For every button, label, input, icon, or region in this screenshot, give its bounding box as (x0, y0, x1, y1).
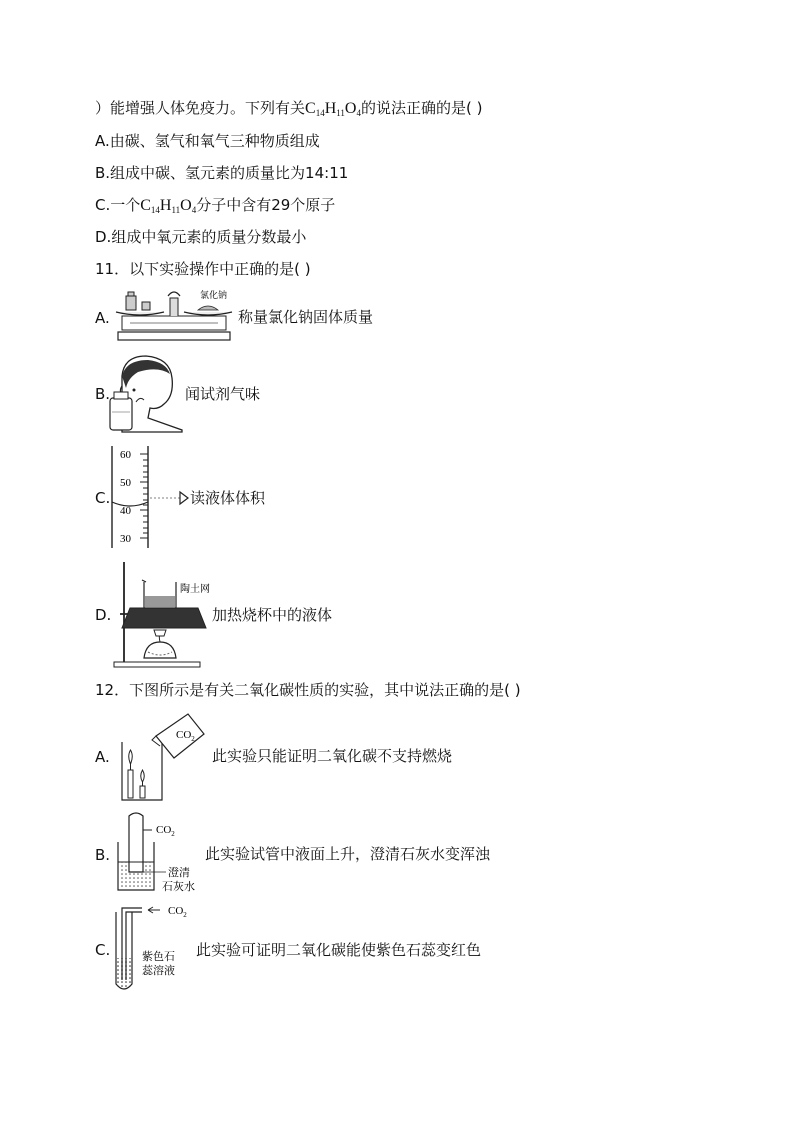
q11-d-text: 加热烧杯中的液体 (212, 606, 333, 624)
smelling-figure (108, 352, 184, 432)
q10-option-c: C.一个$C_{14}H_{11}O_4$分子中含有29个原子 (95, 196, 336, 215)
graduated-cylinder-figure (108, 444, 188, 550)
q12-a-letter: A. (95, 748, 110, 766)
q10-formula: $C_{14}H_{11}O_4$ (305, 100, 361, 118)
limewater-label-1: 澄清 (168, 867, 190, 879)
q10-stem (95, 98, 482, 123)
q12-b-letter: B. (95, 846, 111, 864)
q11-a-letter: A. (95, 309, 110, 327)
nacl-label: 氯化钠 (200, 290, 228, 300)
q10-option-b: B.组成中碳、氢元素的质量比为14:11 (95, 164, 349, 182)
tick-label: 40 (120, 505, 131, 517)
tick-label: 60 (120, 449, 131, 461)
q12-c-text: 此实验可证明二氧化碳能使紫色石蕊变红色 (196, 941, 482, 959)
q12-stem: 12．下图所示是有关二氧化碳性质的实验，其中说法正确的是( ) (95, 681, 521, 699)
co2-label: $CO_2$ (176, 729, 195, 743)
q10-option-a: A.由碳、氢气和氧气三种物质组成 (95, 132, 320, 150)
co2-label: $CO_2$ (156, 824, 175, 838)
q12-c-letter: C. (95, 941, 111, 959)
gauze-label: 陶土网 (180, 584, 210, 595)
q11-b-letter: B. (95, 385, 111, 403)
tick-label: 50 (120, 477, 131, 489)
litmus-label-1: 紫色石 (142, 951, 175, 963)
tick-label: 30 (120, 533, 131, 545)
limewater-label-2: 石灰水 (162, 881, 195, 893)
co2-pour-candles-figure (118, 712, 210, 804)
heating-beaker-figure (110, 560, 210, 668)
co2-tube-limewater-figure (116, 812, 206, 894)
q12-b-text: 此实验试管中液面上升，澄清石灰水变浑浊 (205, 845, 491, 863)
q12-a-text: 此实验只能证明二氧化碳不支持燃烧 (212, 747, 453, 765)
q11-b-text: 闻试剂气味 (185, 385, 261, 403)
q11-c-letter: C. (95, 489, 111, 507)
q11-d-letter: D. (95, 606, 112, 624)
q10-option-d: D.组成中氧元素的质量分数最小 (95, 228, 307, 246)
q10-stem-post: 的说法正确的是( ) (360, 99, 483, 117)
litmus-label-2: 蕊溶液 (142, 965, 175, 977)
eye-icon (180, 492, 188, 504)
co2-litmus-tube-figure (112, 900, 196, 996)
q11-c-text: 读液体体积 (190, 489, 266, 507)
co2-label: $CO_2$ (168, 905, 187, 919)
balance-figure (110, 286, 238, 346)
q10-stem-pre: ）能增强人体免疫力。下列有关 (95, 99, 306, 117)
q11-stem: 11．以下实验操作中正确的是( ) (95, 260, 311, 278)
q11-a-text: 称量氯化钠固体质量 (238, 308, 374, 326)
